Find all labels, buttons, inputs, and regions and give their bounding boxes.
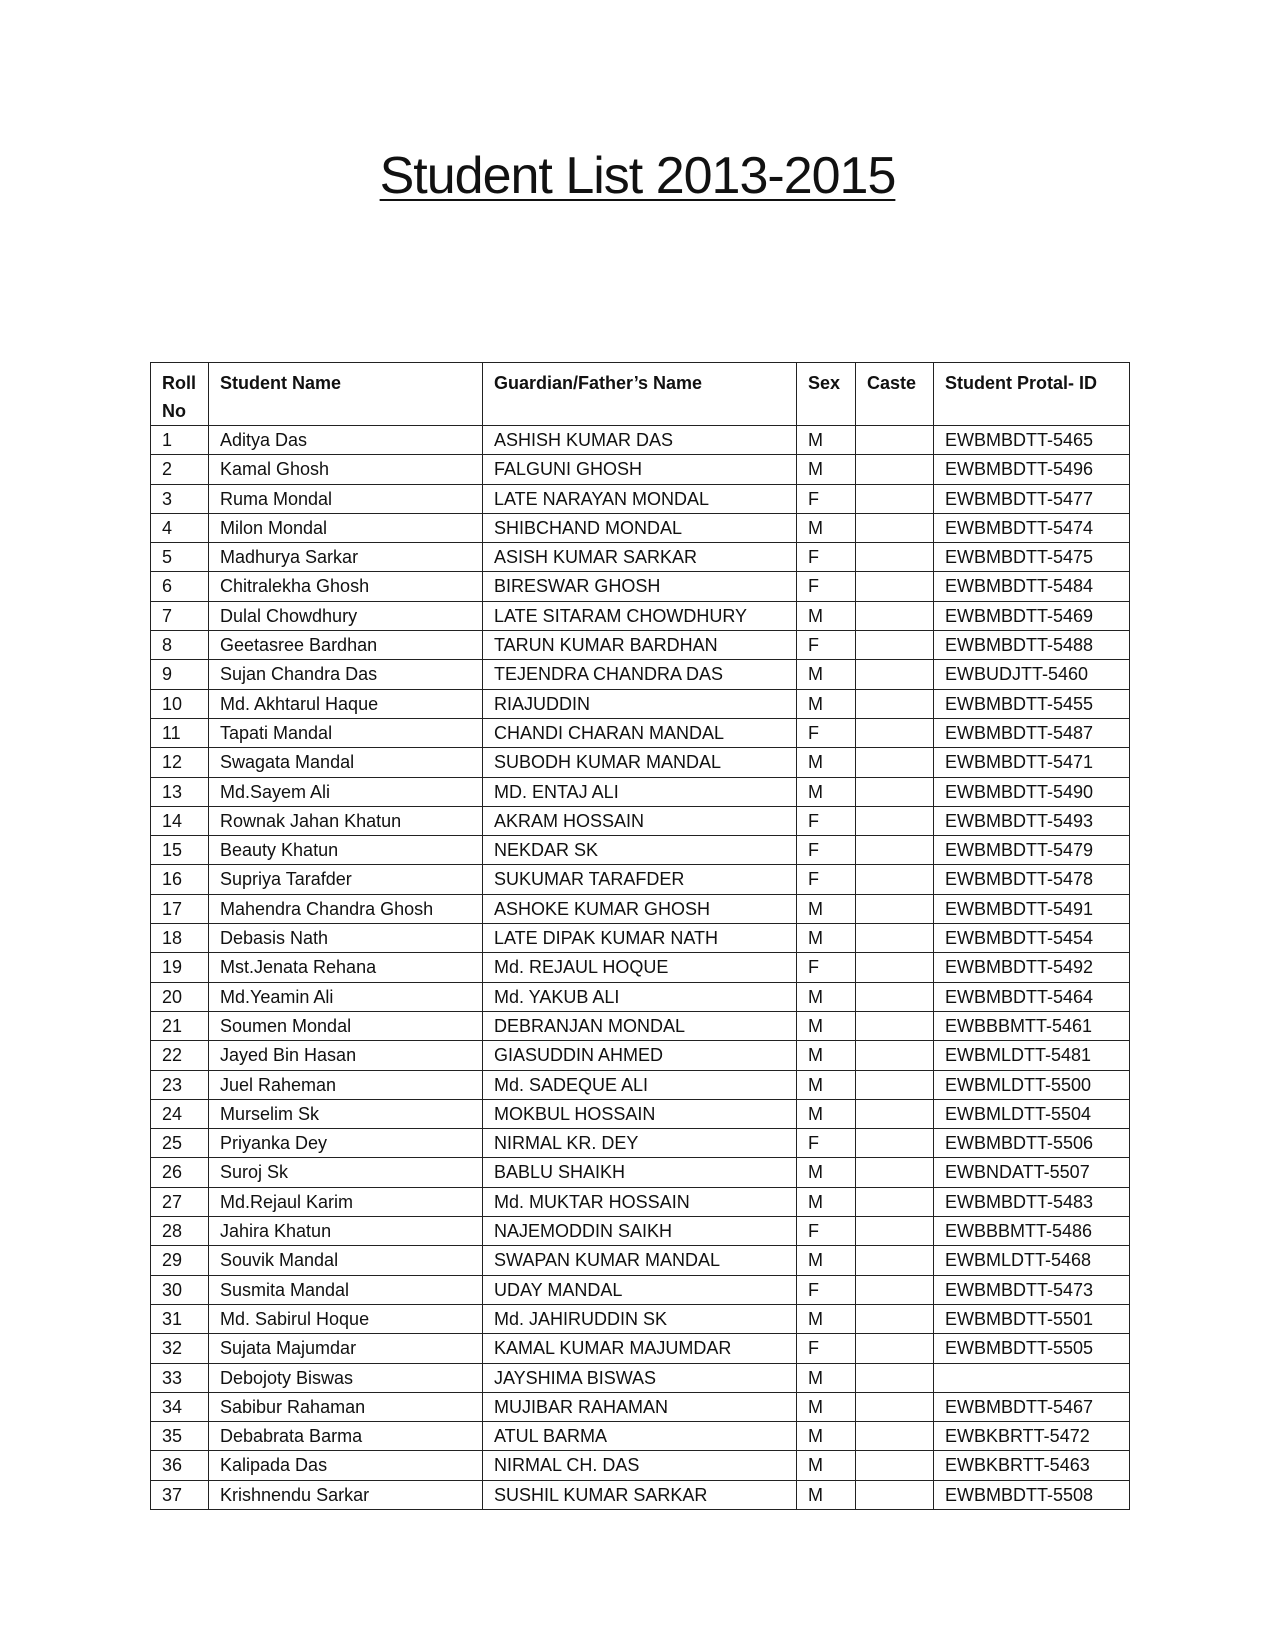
cell-caste — [856, 836, 934, 865]
cell-guardian-name: CHANDI CHARAN MANDAL — [483, 718, 797, 747]
cell-guardian-name: TARUN KUMAR BARDHAN — [483, 631, 797, 660]
cell-student-name: Kamal Ghosh — [209, 455, 483, 484]
table-row — [151, 1217, 1130, 1246]
cell-student-name: Soumen Mondal — [209, 1011, 483, 1040]
table-row — [151, 1451, 1130, 1480]
table-row — [151, 865, 1130, 894]
table-row — [151, 1304, 1130, 1333]
cell-portal-id: EWBBBMTT-5486 — [934, 1217, 1130, 1246]
cell-roll-no: 18 — [151, 924, 209, 953]
cell-guardian-name: TEJENDRA CHANDRA DAS — [483, 660, 797, 689]
table-row — [151, 1158, 1130, 1187]
cell-caste — [856, 1275, 934, 1304]
cell-student-name: Aditya Das — [209, 426, 483, 455]
cell-caste — [856, 1041, 934, 1070]
table-row — [151, 601, 1130, 630]
cell-portal-id: EWBMBDTT-5475 — [934, 543, 1130, 572]
cell-guardian-name: ASISH KUMAR SARKAR — [483, 543, 797, 572]
cell-sex: F — [797, 1217, 856, 1246]
header-portal-id: Student Protal- ID — [934, 363, 1130, 426]
cell-roll-no: 1 — [151, 426, 209, 455]
cell-sex: M — [797, 601, 856, 630]
cell-portal-id: EWBKBRTT-5463 — [934, 1451, 1130, 1480]
cell-sex: M — [797, 1187, 856, 1216]
cell-portal-id: EWBMBDTT-5479 — [934, 836, 1130, 865]
cell-sex: F — [797, 806, 856, 835]
cell-sex: F — [797, 1334, 856, 1363]
cell-guardian-name: Md. YAKUB ALI — [483, 982, 797, 1011]
cell-sex: F — [797, 543, 856, 572]
cell-sex: M — [797, 1422, 856, 1451]
cell-portal-id: EWBMLDTT-5504 — [934, 1099, 1130, 1128]
cell-sex: M — [797, 689, 856, 718]
cell-roll-no: 7 — [151, 601, 209, 630]
cell-sex: M — [797, 1158, 856, 1187]
cell-guardian-name: SUKUMAR TARAFDER — [483, 865, 797, 894]
table-row — [151, 513, 1130, 542]
cell-sex: M — [797, 1304, 856, 1333]
cell-roll-no: 9 — [151, 660, 209, 689]
cell-sex: M — [797, 894, 856, 923]
cell-student-name: Sujata Majumdar — [209, 1334, 483, 1363]
table-row — [151, 836, 1130, 865]
cell-student-name: Suroj Sk — [209, 1158, 483, 1187]
cell-guardian-name: GIASUDDIN AHMED — [483, 1041, 797, 1070]
cell-portal-id: EWBMBDTT-5477 — [934, 484, 1130, 513]
cell-guardian-name: MOKBUL HOSSAIN — [483, 1099, 797, 1128]
cell-portal-id: EWBMBDTT-5493 — [934, 806, 1130, 835]
cell-student-name: Kalipada Das — [209, 1451, 483, 1480]
cell-portal-id: EWBMBDTT-5474 — [934, 513, 1130, 542]
table-row — [151, 1041, 1130, 1070]
cell-sex: M — [797, 1011, 856, 1040]
cell-roll-no: 15 — [151, 836, 209, 865]
cell-portal-id: EWBMBDTT-5505 — [934, 1334, 1130, 1363]
table-row — [151, 1422, 1130, 1451]
cell-caste — [856, 689, 934, 718]
table-row — [151, 631, 1130, 660]
header-sex: Sex — [797, 363, 856, 426]
cell-portal-id: EWBNDATT-5507 — [934, 1158, 1130, 1187]
cell-student-name: Swagata Mandal — [209, 748, 483, 777]
cell-portal-id: EWBMBDTT-5506 — [934, 1129, 1130, 1158]
table-row — [151, 894, 1130, 923]
cell-guardian-name: ASHOKE KUMAR GHOSH — [483, 894, 797, 923]
cell-portal-id: EWBMBDTT-5491 — [934, 894, 1130, 923]
cell-caste — [856, 1334, 934, 1363]
cell-roll-no: 4 — [151, 513, 209, 542]
cell-portal-id: EWBMBDTT-5487 — [934, 718, 1130, 747]
cell-guardian-name: NAJEMODDIN SAIKH — [483, 1217, 797, 1246]
student-table — [150, 362, 1130, 1510]
table-row — [151, 543, 1130, 572]
cell-caste — [856, 543, 934, 572]
cell-portal-id: EWBUDJTT-5460 — [934, 660, 1130, 689]
cell-caste — [856, 631, 934, 660]
cell-roll-no: 5 — [151, 543, 209, 572]
cell-portal-id: EWBMBDTT-5496 — [934, 455, 1130, 484]
table-row — [151, 748, 1130, 777]
cell-guardian-name: MUJIBAR RAHAMAN — [483, 1392, 797, 1421]
cell-caste — [856, 806, 934, 835]
cell-roll-no: 27 — [151, 1187, 209, 1216]
table-row — [151, 1392, 1130, 1421]
cell-caste — [856, 777, 934, 806]
cell-roll-no: 25 — [151, 1129, 209, 1158]
cell-student-name: Md. Sabirul Hoque — [209, 1304, 483, 1333]
table-row — [151, 806, 1130, 835]
cell-sex: F — [797, 1275, 856, 1304]
cell-guardian-name: Md. MUKTAR HOSSAIN — [483, 1187, 797, 1216]
cell-portal-id: EWBMBDTT-5490 — [934, 777, 1130, 806]
cell-caste — [856, 1158, 934, 1187]
cell-student-name: Sujan Chandra Das — [209, 660, 483, 689]
cell-guardian-name: BIRESWAR GHOSH — [483, 572, 797, 601]
table-row — [151, 484, 1130, 513]
cell-portal-id: EWBMLDTT-5500 — [934, 1070, 1130, 1099]
cell-student-name: Tapati Mandal — [209, 718, 483, 747]
cell-sex: M — [797, 1363, 856, 1392]
cell-caste — [856, 1187, 934, 1216]
cell-caste — [856, 660, 934, 689]
cell-student-name: Souvik Mandal — [209, 1246, 483, 1275]
cell-student-name: Susmita Mandal — [209, 1275, 483, 1304]
cell-roll-no: 33 — [151, 1363, 209, 1392]
cell-student-name: Madhurya Sarkar — [209, 543, 483, 572]
cell-guardian-name: RIAJUDDIN — [483, 689, 797, 718]
cell-roll-no: 34 — [151, 1392, 209, 1421]
cell-roll-no: 19 — [151, 953, 209, 982]
cell-guardian-name: NEKDAR SK — [483, 836, 797, 865]
cell-caste — [856, 1070, 934, 1099]
cell-guardian-name: DEBRANJAN MONDAL — [483, 1011, 797, 1040]
table-row — [151, 1070, 1130, 1099]
table-row — [151, 1275, 1130, 1304]
cell-caste — [856, 1363, 934, 1392]
table-row — [151, 924, 1130, 953]
cell-roll-no: 28 — [151, 1217, 209, 1246]
table-row — [151, 982, 1130, 1011]
cell-portal-id: EWBMBDTT-5478 — [934, 865, 1130, 894]
cell-roll-no: 30 — [151, 1275, 209, 1304]
cell-caste — [856, 1217, 934, 1246]
cell-roll-no: 21 — [151, 1011, 209, 1040]
cell-sex: M — [797, 1392, 856, 1421]
cell-student-name: Priyanka Dey — [209, 1129, 483, 1158]
cell-caste — [856, 1304, 934, 1333]
table-row — [151, 572, 1130, 601]
table-row — [151, 1099, 1130, 1128]
cell-caste — [856, 1480, 934, 1509]
header-row — [151, 363, 1130, 426]
cell-caste — [856, 601, 934, 630]
cell-roll-no: 2 — [151, 455, 209, 484]
cell-sex: F — [797, 1129, 856, 1158]
header-guardian-name: Guardian/Father’s Name — [483, 363, 797, 426]
table-row — [151, 455, 1130, 484]
cell-roll-no: 20 — [151, 982, 209, 1011]
cell-student-name: Supriya Tarafder — [209, 865, 483, 894]
cell-sex: M — [797, 982, 856, 1011]
cell-student-name: Md.Yeamin Ali — [209, 982, 483, 1011]
cell-roll-no: 17 — [151, 894, 209, 923]
table-row — [151, 1246, 1130, 1275]
cell-sex: M — [797, 455, 856, 484]
cell-student-name: Rownak Jahan Khatun — [209, 806, 483, 835]
cell-guardian-name: NIRMAL KR. DEY — [483, 1129, 797, 1158]
cell-roll-no: 26 — [151, 1158, 209, 1187]
cell-caste — [856, 1392, 934, 1421]
cell-portal-id: EWBMBDTT-5464 — [934, 982, 1130, 1011]
cell-guardian-name: LATE DIPAK KUMAR NATH — [483, 924, 797, 953]
cell-student-name: Krishnendu Sarkar — [209, 1480, 483, 1509]
cell-sex: F — [797, 836, 856, 865]
cell-caste — [856, 513, 934, 542]
cell-roll-no: 36 — [151, 1451, 209, 1480]
cell-portal-id — [934, 1363, 1130, 1392]
cell-guardian-name: SWAPAN KUMAR MANDAL — [483, 1246, 797, 1275]
cell-portal-id: EWBMBDTT-5501 — [934, 1304, 1130, 1333]
cell-guardian-name: SUSHIL KUMAR SARKAR — [483, 1480, 797, 1509]
table-row — [151, 1187, 1130, 1216]
cell-sex: M — [797, 1041, 856, 1070]
cell-student-name: Debojoty Biswas — [209, 1363, 483, 1392]
cell-roll-no: 12 — [151, 748, 209, 777]
cell-sex: F — [797, 484, 856, 513]
cell-roll-no: 32 — [151, 1334, 209, 1363]
table-row — [151, 660, 1130, 689]
header-student-name: Student Name — [209, 363, 483, 426]
cell-portal-id: EWBMBDTT-5471 — [934, 748, 1130, 777]
cell-student-name: Jahira Khatun — [209, 1217, 483, 1246]
cell-portal-id: EWBMBDTT-5469 — [934, 601, 1130, 630]
cell-caste — [856, 865, 934, 894]
cell-sex: M — [797, 777, 856, 806]
cell-guardian-name: JAYSHIMA BISWAS — [483, 1363, 797, 1392]
table-row — [151, 953, 1130, 982]
cell-guardian-name: LATE SITARAM CHOWDHURY — [483, 601, 797, 630]
table-row — [151, 426, 1130, 455]
cell-sex: M — [797, 1451, 856, 1480]
cell-student-name: Jayed Bin Hasan — [209, 1041, 483, 1070]
cell-roll-no: 11 — [151, 718, 209, 747]
cell-roll-no: 29 — [151, 1246, 209, 1275]
cell-roll-no: 31 — [151, 1304, 209, 1333]
cell-roll-no: 14 — [151, 806, 209, 835]
cell-roll-no: 6 — [151, 572, 209, 601]
cell-roll-no: 10 — [151, 689, 209, 718]
cell-portal-id: EWBMBDTT-5455 — [934, 689, 1130, 718]
cell-caste — [856, 1129, 934, 1158]
cell-student-name: Dulal Chowdhury — [209, 601, 483, 630]
cell-portal-id: EWBMBDTT-5484 — [934, 572, 1130, 601]
header-caste: Caste — [856, 363, 934, 426]
cell-portal-id: EWBMBDTT-5465 — [934, 426, 1130, 455]
cell-student-name: Sabibur Rahaman — [209, 1392, 483, 1421]
cell-caste — [856, 1246, 934, 1275]
cell-portal-id: EWBMBDTT-5483 — [934, 1187, 1130, 1216]
cell-student-name: Mahendra Chandra Ghosh — [209, 894, 483, 923]
cell-sex: F — [797, 953, 856, 982]
header-roll-no — [151, 363, 209, 426]
table-row — [151, 1129, 1130, 1158]
table-row — [151, 1011, 1130, 1040]
cell-guardian-name: MD. ENTAJ ALI — [483, 777, 797, 806]
table-row — [151, 777, 1130, 806]
cell-student-name: Debasis Nath — [209, 924, 483, 953]
cell-guardian-name: NIRMAL CH. DAS — [483, 1451, 797, 1480]
cell-portal-id: EWBMBDTT-5492 — [934, 953, 1130, 982]
cell-guardian-name: AKRAM HOSSAIN — [483, 806, 797, 835]
cell-portal-id: EWBBBMTT-5461 — [934, 1011, 1130, 1040]
cell-student-name: Geetasree Bardhan — [209, 631, 483, 660]
cell-student-name: Mst.Jenata Rehana — [209, 953, 483, 982]
cell-guardian-name: Md. REJAUL HOQUE — [483, 953, 797, 982]
page-title-text: Student List 2013-2015 — [379, 147, 896, 205]
page-title — [0, 148, 1275, 205]
cell-guardian-name: Md. SADEQUE ALI — [483, 1070, 797, 1099]
cell-caste — [856, 572, 934, 601]
cell-portal-id: EWBMBDTT-5508 — [934, 1480, 1130, 1509]
cell-guardian-name: SHIBCHAND MONDAL — [483, 513, 797, 542]
cell-roll-no: 35 — [151, 1422, 209, 1451]
cell-student-name: Milon Mondal — [209, 513, 483, 542]
cell-student-name: Chitralekha Ghosh — [209, 572, 483, 601]
cell-sex: M — [797, 1480, 856, 1509]
table-header — [151, 363, 1130, 426]
cell-roll-no: 24 — [151, 1099, 209, 1128]
cell-sex: M — [797, 513, 856, 542]
cell-sex: M — [797, 1099, 856, 1128]
cell-portal-id: EWBMBDTT-5488 — [934, 631, 1130, 660]
cell-caste — [856, 455, 934, 484]
table-row — [151, 689, 1130, 718]
cell-caste — [856, 426, 934, 455]
cell-student-name: Md. Akhtarul Haque — [209, 689, 483, 718]
cell-caste — [856, 484, 934, 513]
cell-roll-no: 22 — [151, 1041, 209, 1070]
cell-caste — [856, 982, 934, 1011]
cell-roll-no: 13 — [151, 777, 209, 806]
table-row — [151, 1334, 1130, 1363]
cell-roll-no: 16 — [151, 865, 209, 894]
cell-student-name: Juel Raheman — [209, 1070, 483, 1099]
cell-student-name: Ruma Mondal — [209, 484, 483, 513]
cell-student-name: Beauty Khatun — [209, 836, 483, 865]
cell-guardian-name: UDAY MANDAL — [483, 1275, 797, 1304]
cell-sex: F — [797, 718, 856, 747]
cell-sex: F — [797, 865, 856, 894]
cell-roll-no: 23 — [151, 1070, 209, 1099]
cell-portal-id: EWBMLDTT-5468 — [934, 1246, 1130, 1275]
cell-guardian-name: Md. JAHIRUDDIN SK — [483, 1304, 797, 1333]
cell-caste — [856, 748, 934, 777]
cell-roll-no: 3 — [151, 484, 209, 513]
cell-guardian-name: KAMAL KUMAR MAJUMDAR — [483, 1334, 797, 1363]
cell-portal-id: EWBKBRTT-5472 — [934, 1422, 1130, 1451]
cell-portal-id: EWBMBDTT-5467 — [934, 1392, 1130, 1421]
cell-caste — [856, 894, 934, 923]
cell-guardian-name: BABLU SHAIKH — [483, 1158, 797, 1187]
cell-guardian-name: ATUL BARMA — [483, 1422, 797, 1451]
cell-student-name: Md.Sayem Ali — [209, 777, 483, 806]
header-roll-no-label: Roll No — [162, 373, 196, 421]
cell-roll-no: 37 — [151, 1480, 209, 1509]
table-body — [151, 426, 1130, 1510]
table-row — [151, 718, 1130, 747]
cell-sex: F — [797, 631, 856, 660]
cell-student-name: Murselim Sk — [209, 1099, 483, 1128]
cell-portal-id: EWBMBDTT-5454 — [934, 924, 1130, 953]
cell-guardian-name: LATE NARAYAN MONDAL — [483, 484, 797, 513]
cell-caste — [856, 1422, 934, 1451]
cell-sex: M — [797, 660, 856, 689]
cell-guardian-name: FALGUNI GHOSH — [483, 455, 797, 484]
cell-caste — [856, 1011, 934, 1040]
cell-sex: M — [797, 1070, 856, 1099]
cell-caste — [856, 1099, 934, 1128]
cell-portal-id: EWBMLDTT-5481 — [934, 1041, 1130, 1070]
cell-caste — [856, 924, 934, 953]
table-row — [151, 1480, 1130, 1509]
cell-caste — [856, 1451, 934, 1480]
cell-roll-no: 8 — [151, 631, 209, 660]
cell-guardian-name: ASHISH KUMAR DAS — [483, 426, 797, 455]
cell-sex: M — [797, 748, 856, 777]
cell-student-name: Md.Rejaul Karim — [209, 1187, 483, 1216]
cell-guardian-name: SUBODH KUMAR MANDAL — [483, 748, 797, 777]
table-row — [151, 1363, 1130, 1392]
cell-caste — [856, 953, 934, 982]
cell-sex: M — [797, 924, 856, 953]
cell-portal-id: EWBMBDTT-5473 — [934, 1275, 1130, 1304]
cell-caste — [856, 718, 934, 747]
cell-student-name: Debabrata Barma — [209, 1422, 483, 1451]
cell-sex: M — [797, 426, 856, 455]
cell-sex: M — [797, 1246, 856, 1275]
cell-sex: F — [797, 572, 856, 601]
